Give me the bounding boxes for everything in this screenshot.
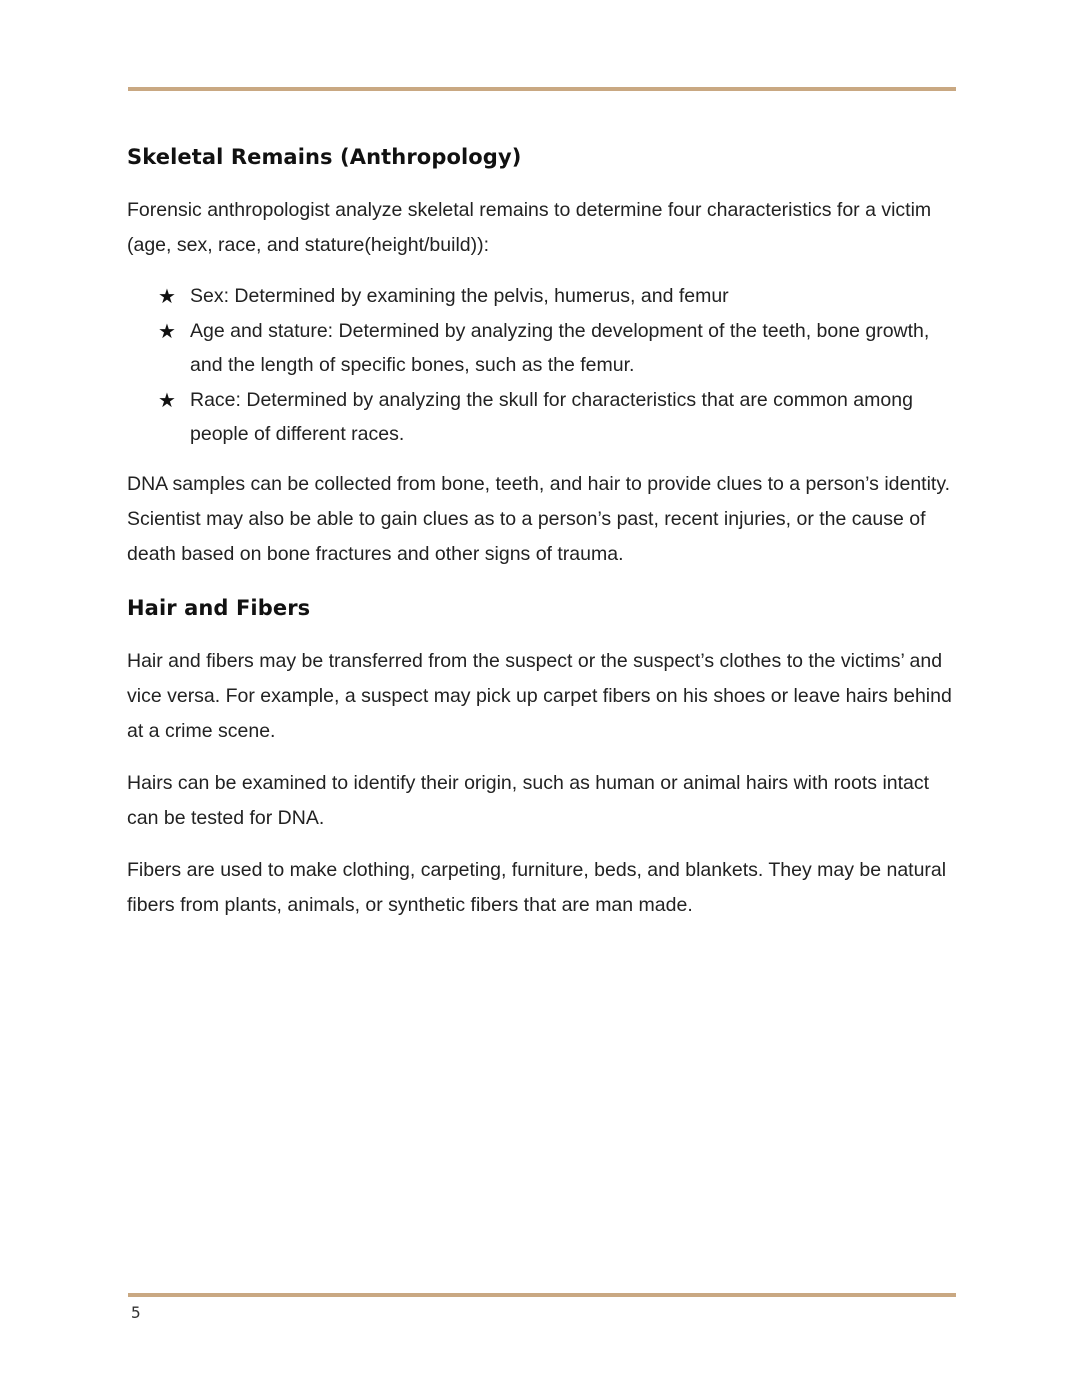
list-item-text: Age and stature: Determined by analyzing the development of the teeth, bone growth, and the length of specific bones, such as the femur. <box>190 319 930 376</box>
bottom-divider <box>128 1293 956 1297</box>
hair-fibers-paragraph-3: Fibers are used to make clothing, carpeting, furniture, beds, and blankets. They may be natural fibers from plants, animals, or synthetic fibers that are man made. <box>127 858 947 916</box>
characteristics-list <box>127 279 957 452</box>
dna-paragraph: DNA samples can be collected from bone, teeth, and hair to provide clues to a person’s identity. Scientist may also be able to gain clues as to a person’s past, recent injuries, or the cause of death based on bone fractures and other signs of trauma. <box>127 472 951 565</box>
skeletal-intro-paragraph: Forensic anthropologist analyze skeletal remains to determine four characteristics for a victim (age, sex, race, and stature(height/build)): <box>127 199 932 256</box>
list-item-text: Race: Determined by analyzing the skull for characteristics that are common among people of different races. <box>190 388 913 445</box>
list-item-text: Sex: Determined by examining the pelvis, humerus, and femur <box>190 285 729 307</box>
hair-fibers-paragraph-2: Hairs can be examined to identify their origin, such as human or animal hairs with roots intact can be tested for DNA. <box>127 771 930 829</box>
page-number: 5 <box>131 1303 141 1322</box>
page-content <box>127 140 957 923</box>
star-icon: ★ <box>158 318 176 343</box>
section-heading-skeletal-remains: Skeletal Remains (Anthropology) <box>127 145 522 169</box>
list-item-age-stature <box>127 314 957 383</box>
star-icon: ★ <box>158 387 176 412</box>
hair-fibers-paragraph-1: Hair and fibers may be transferred from the suspect or the suspect’s clothes to the victims’ and vice versa. For example, a suspect may pick up carpet fibers on his shoes or leave hairs behind at a crime scene. <box>127 649 952 742</box>
list-item-race <box>127 383 957 452</box>
section-heading-hair-fibers: Hair and Fibers <box>127 595 311 620</box>
list-item-sex <box>127 279 957 314</box>
star-icon: ★ <box>158 284 176 308</box>
top-divider <box>128 87 956 91</box>
